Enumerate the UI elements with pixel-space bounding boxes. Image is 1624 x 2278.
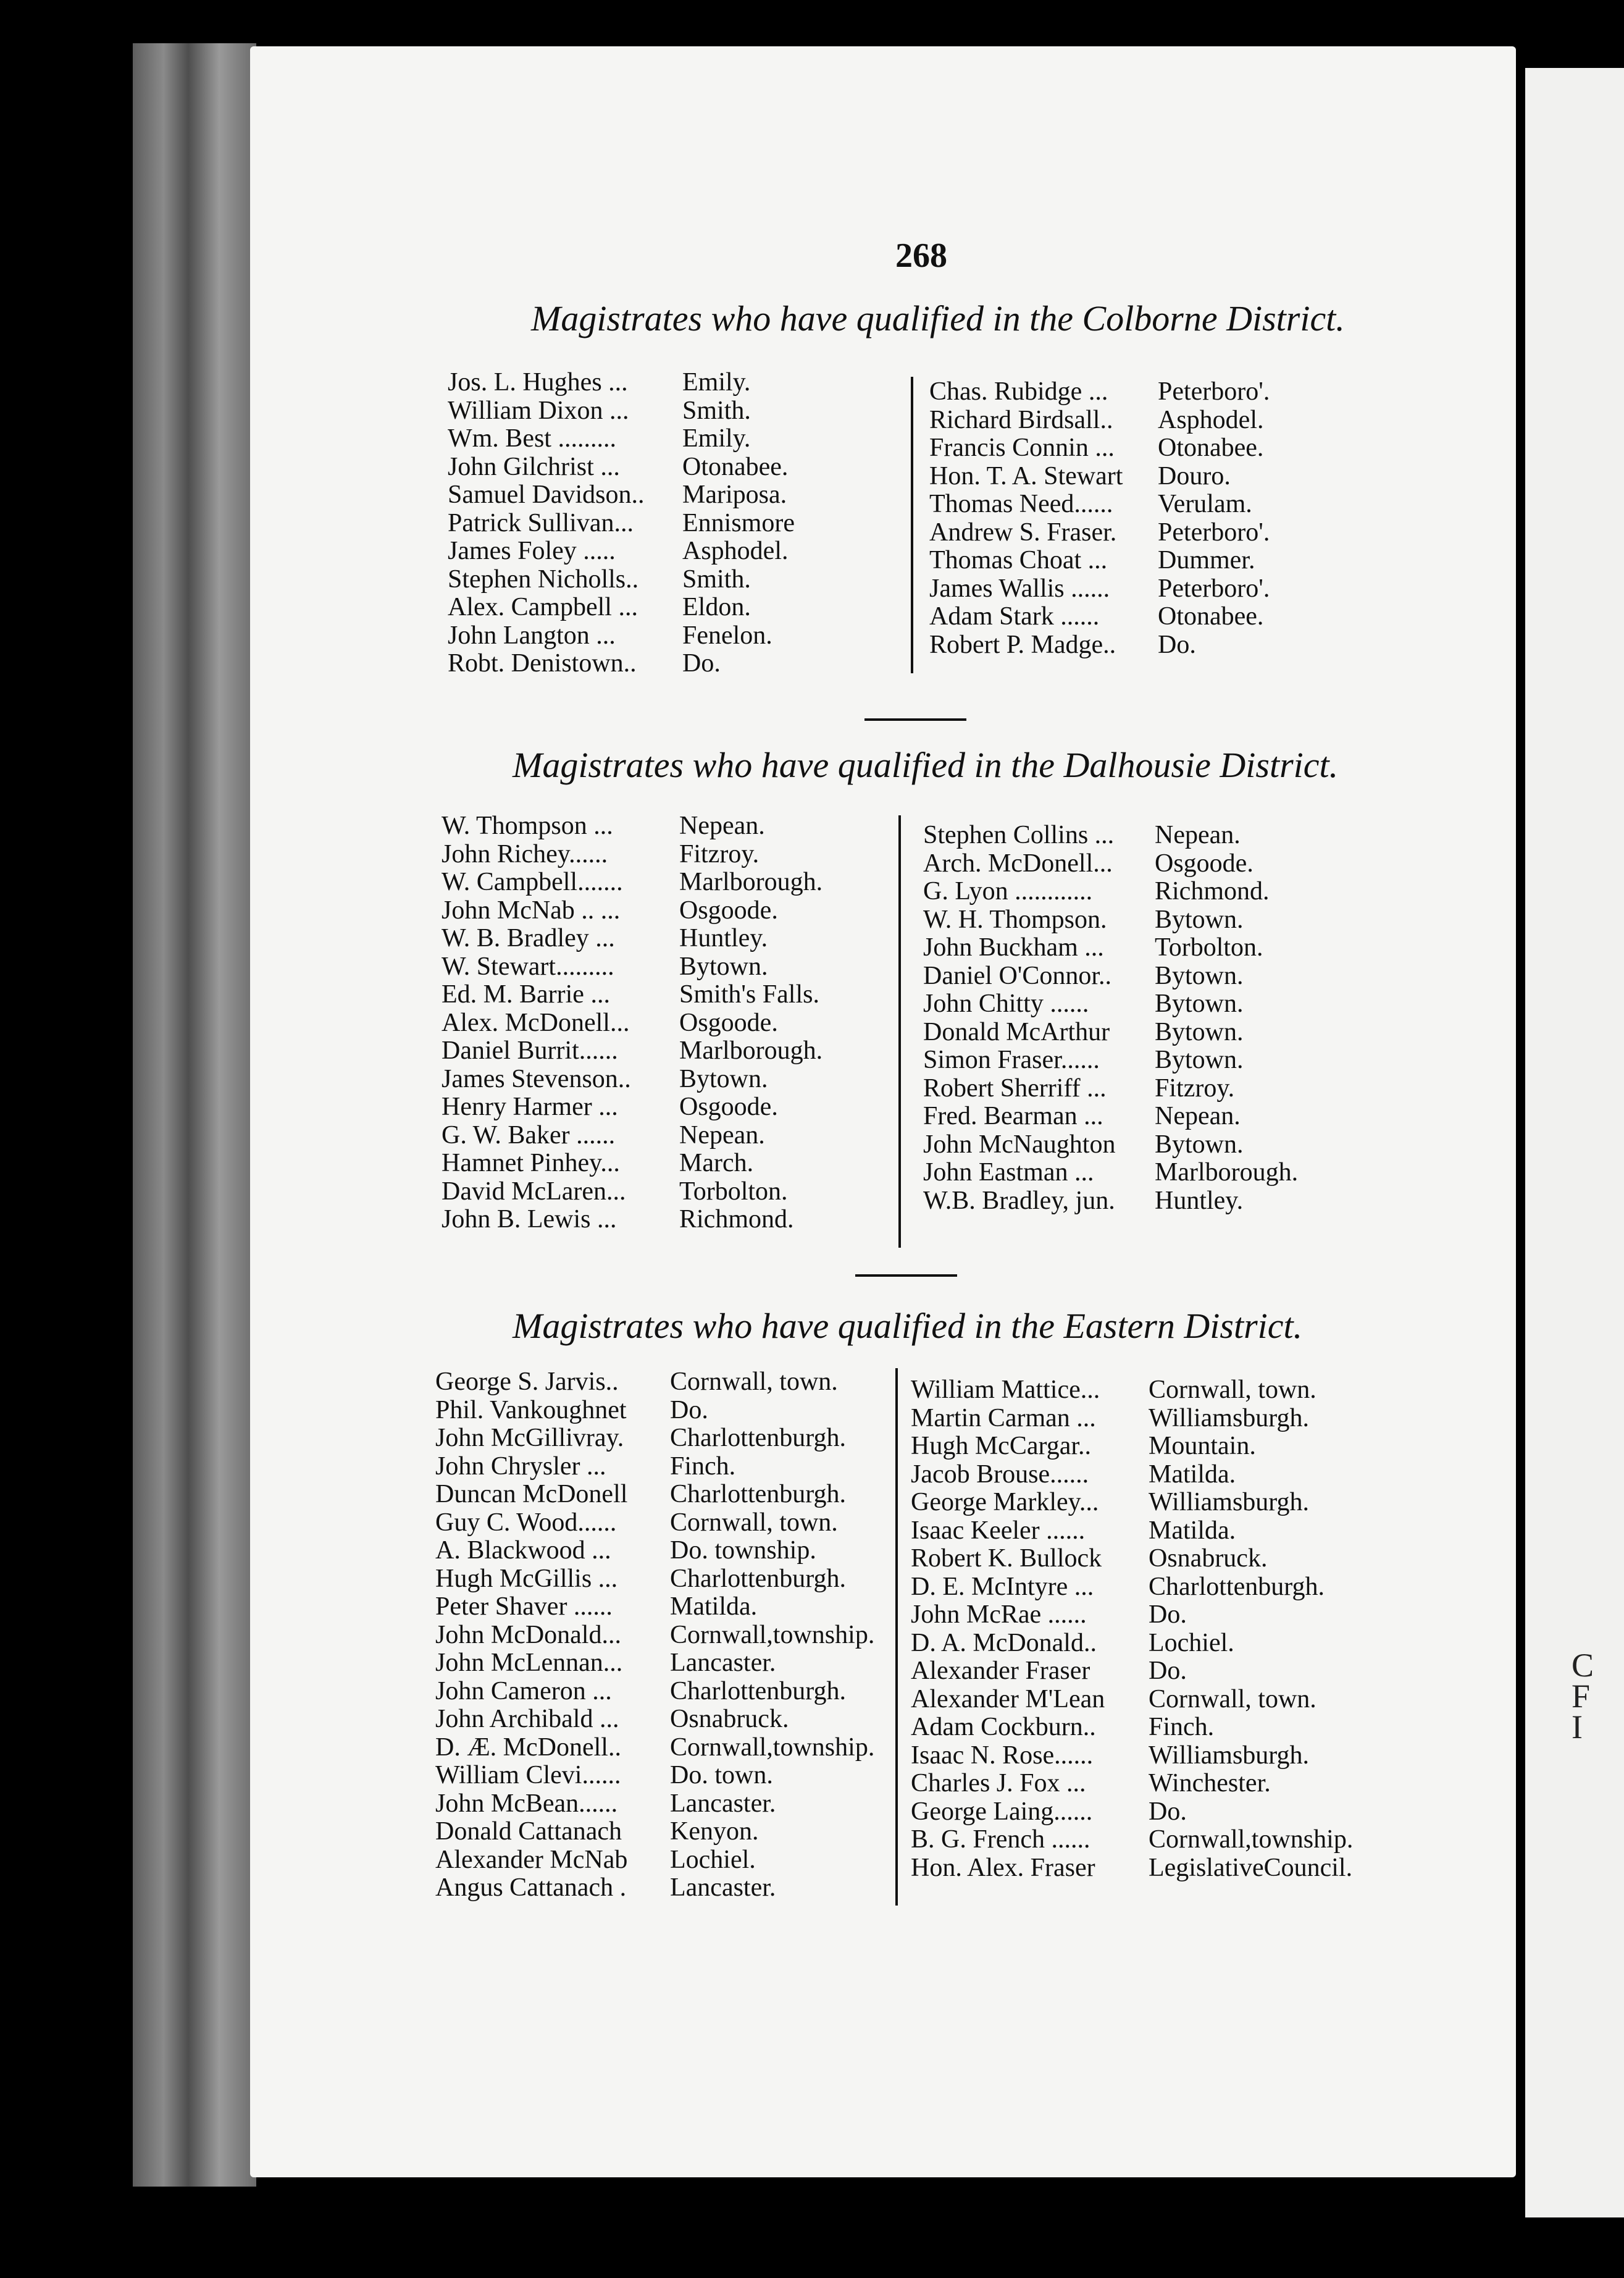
magistrate-entry	[929, 461, 1231, 491]
magistrate-entry	[911, 1544, 1268, 1573]
magistrate-entry	[923, 877, 1270, 906]
magistrate-entry	[435, 1845, 756, 1875]
magistrate-name: Thomas Need......	[929, 490, 1113, 518]
magistrate-place: Cornwall, town.	[670, 1368, 838, 1396]
magistrate-place: Osgoode.	[679, 896, 778, 925]
magistrate-name: Adam Cockburn..	[911, 1713, 1096, 1741]
magistrate-entry	[929, 405, 1264, 435]
magistrate-name: Robt. Denistown..	[448, 649, 637, 678]
magistrate-place: Osgoode.	[1155, 849, 1254, 878]
magistrate-entry	[911, 1713, 1215, 1742]
magistrate-name: W. Thompson ...	[442, 812, 613, 840]
magistrate-place: Finch.	[670, 1452, 736, 1481]
magistrate-entry	[442, 1036, 823, 1065]
magistrate-name: W.B. Bradley, jun.	[923, 1186, 1115, 1215]
magistrate-name: John McGillivray.	[435, 1424, 624, 1452]
magistrate-name: William Mattice...	[911, 1376, 1100, 1404]
magistrate-place: Mountain.	[1149, 1432, 1256, 1460]
magistrate-name: Jacob Brouse......	[911, 1460, 1089, 1489]
magistrate-name: Guy C. Wood......	[435, 1508, 617, 1537]
section-rule	[855, 1274, 957, 1277]
magistrate-place: Emily.	[682, 368, 751, 397]
magistrate-place: Peterboro'.	[1158, 518, 1270, 547]
magistrate-name: George Laing......	[911, 1797, 1093, 1826]
magistrate-entry	[442, 812, 765, 841]
magistrate-place: Emily.	[682, 424, 751, 453]
magistrate-entry	[442, 868, 823, 897]
magistrate-entry	[435, 1761, 773, 1790]
magistrate-name: Daniel O'Connor..	[923, 961, 1112, 990]
magistrate-entry	[929, 377, 1270, 406]
magistrate-place: Verulam.	[1158, 490, 1252, 518]
magistrate-name: John McDonald...	[435, 1620, 621, 1649]
magistrate-place: Asphodel.	[1158, 405, 1264, 434]
page-number: 268	[895, 237, 947, 275]
magistrate-place: Cornwall, town.	[1149, 1376, 1316, 1404]
magistrate-name: George S. Jarvis..	[435, 1368, 619, 1396]
magistrate-entry	[435, 1508, 838, 1537]
magistrate-entry	[442, 1205, 794, 1234]
magistrate-entry	[442, 1120, 765, 1150]
magistrate-name: Robert P. Madge..	[929, 630, 1116, 659]
magistrate-name: Stephen Collins ...	[923, 821, 1115, 849]
magistrate-place: Huntley.	[1155, 1186, 1244, 1215]
magistrate-name: Samuel Davidson..	[448, 481, 645, 509]
magistrate-entry	[435, 1452, 736, 1481]
magistrate-place: Dummer.	[1158, 546, 1255, 574]
magistrate-place: Torbolton.	[1155, 933, 1263, 962]
magistrate-place: Charlottenburgh.	[670, 1676, 847, 1705]
magistrate-name: John McRae ......	[911, 1600, 1087, 1629]
magistrate-entry	[442, 896, 778, 925]
magistrate-entry	[448, 593, 751, 622]
magistrate-place: Cornwall,township.	[1149, 1825, 1354, 1854]
magistrate-entry	[448, 565, 751, 594]
magistrate-entry	[929, 490, 1252, 519]
magistrate-entry	[911, 1432, 1256, 1461]
next-page-letter: C	[1572, 1647, 1594, 1684]
magistrate-place: Finch.	[1149, 1713, 1215, 1741]
magistrate-name: W. Stewart.........	[442, 952, 614, 981]
magistrate-place: Cornwall, town.	[670, 1508, 838, 1537]
magistrate-name: David McLaren...	[442, 1177, 626, 1206]
magistrate-name: Thomas Choat ...	[929, 546, 1108, 574]
magistrate-place: Nepean.	[1155, 1102, 1241, 1130]
magistrate-entry	[911, 1741, 1310, 1770]
magistrate-entry	[911, 1853, 1353, 1883]
magistrate-place: Cornwall,township.	[670, 1733, 875, 1762]
magistrate-entry	[929, 602, 1264, 631]
section-colborne-left-column	[448, 368, 795, 678]
magistrate-entry	[929, 518, 1270, 547]
magistrate-entry	[435, 1536, 816, 1565]
magistrate-entry	[435, 1564, 847, 1594]
magistrate-place: Bytown.	[1155, 905, 1244, 934]
magistrate-name: Hugh McCargar..	[911, 1432, 1092, 1460]
magistrate-name: Charles J. Fox ...	[911, 1769, 1086, 1797]
magistrate-place: Bytown.	[679, 1064, 768, 1093]
magistrate-entry	[923, 1186, 1244, 1216]
magistrate-entry	[911, 1825, 1354, 1854]
magistrate-name: Peter Shaver ......	[435, 1592, 613, 1621]
magistrate-place: Williamsburgh.	[1149, 1403, 1310, 1432]
magistrate-entry	[911, 1572, 1325, 1602]
magistrate-place: Nepean.	[1155, 821, 1241, 849]
magistrate-entry	[442, 980, 819, 1009]
magistrate-place: Matilda.	[1149, 1516, 1236, 1545]
column-divider	[898, 815, 901, 1248]
magistrate-name: John Langton ...	[448, 621, 616, 650]
magistrate-name: Chas. Rubidge ...	[929, 377, 1108, 406]
magistrate-entry	[911, 1600, 1187, 1629]
magistrate-name: James Wallis ......	[929, 574, 1110, 603]
magistrate-place: Matilda.	[670, 1592, 758, 1621]
magistrate-name: William Clevi......	[435, 1761, 621, 1789]
magistrate-name: Alexander M'Lean	[911, 1684, 1105, 1713]
magistrate-entry	[911, 1460, 1236, 1489]
magistrate-name: John Buckham ...	[923, 933, 1104, 962]
magistrate-name: Fred. Bearman ...	[923, 1102, 1103, 1130]
magistrate-place: Matilda.	[1149, 1460, 1236, 1489]
magistrate-name: Hamnet Pinhey...	[442, 1149, 620, 1177]
magistrate-entry	[435, 1424, 847, 1453]
magistrate-name: John Eastman ...	[923, 1158, 1094, 1187]
magistrate-entry	[442, 1149, 754, 1178]
magistrate-entry	[923, 933, 1263, 962]
magistrate-name: Adam Stark ......	[929, 602, 1100, 631]
magistrate-name: John Cameron ...	[435, 1676, 612, 1705]
magistrate-place: Lancaster.	[670, 1873, 776, 1902]
magistrate-place: Otonabee.	[1158, 434, 1264, 462]
section-eastern-left-column	[435, 1368, 875, 1902]
magistrate-entry	[435, 1705, 789, 1734]
magistrate-place: Marlborough.	[679, 1036, 823, 1065]
magistrate-name: Ed. M. Barrie ...	[442, 980, 610, 1009]
magistrate-name: John Archibald ...	[435, 1705, 619, 1733]
magistrate-name: Wm. Best .........	[448, 424, 616, 453]
magistrate-name: Donald McArthur	[923, 1017, 1110, 1046]
magistrate-entry	[435, 1817, 759, 1846]
magistrate-place: Do. town.	[670, 1761, 773, 1789]
magistrate-entry	[442, 1064, 768, 1094]
magistrate-entry	[911, 1628, 1234, 1658]
magistrate-entry	[442, 1008, 778, 1038]
magistrate-entry	[442, 952, 768, 981]
magistrate-place: Mariposa.	[682, 481, 787, 509]
magistrate-entry	[923, 1017, 1244, 1047]
magistrate-name: James Foley .....	[448, 537, 616, 565]
magistrate-name: John McNaughton	[923, 1130, 1116, 1159]
magistrate-entry	[929, 434, 1264, 463]
magistrate-place: Otonabee.	[682, 452, 789, 481]
magistrate-entry	[923, 990, 1244, 1019]
magistrate-entry	[923, 821, 1241, 850]
magistrate-name: Andrew S. Fraser.	[929, 518, 1117, 547]
magistrate-place: Do.	[1149, 1797, 1187, 1826]
magistrate-name: Daniel Burrit......	[442, 1036, 618, 1065]
magistrate-place: Osgoode.	[679, 1008, 778, 1037]
magistrate-name: Alexander McNab	[435, 1845, 628, 1874]
magistrate-name: John McNab .. ...	[442, 896, 621, 925]
section-dalhousie-left-column	[442, 812, 823, 1234]
magistrate-entry	[442, 924, 768, 953]
magistrate-name: Francis Connin ...	[929, 434, 1115, 462]
magistrate-place: Asphodel.	[682, 537, 789, 565]
magistrate-name: Jos. L. Hughes ...	[448, 368, 628, 397]
magistrate-name: Hugh McGillis ...	[435, 1564, 618, 1593]
magistrate-place: Lancaster.	[670, 1649, 776, 1677]
magistrate-place: LegislativeCouncil.	[1149, 1853, 1353, 1882]
magistrate-name: D. A. McDonald..	[911, 1628, 1097, 1657]
magistrate-place: Lancaster.	[670, 1789, 776, 1818]
magistrate-entry	[435, 1592, 758, 1621]
next-page-edge	[1525, 68, 1624, 2217]
magistrate-entry	[448, 396, 751, 426]
magistrate-entry	[435, 1789, 776, 1818]
section-title-eastern: Magistrates who have qualified in the Eastern District.	[513, 1306, 1303, 1346]
magistrate-name: John Chitty ......	[923, 990, 1089, 1018]
magistrate-name: John Richey......	[442, 839, 608, 868]
magistrate-place: Charlottenburgh.	[670, 1480, 847, 1508]
section-dalhousie-right-column	[923, 821, 1299, 1215]
magistrate-entry	[923, 1046, 1244, 1075]
magistrate-name: George Markley...	[911, 1488, 1099, 1516]
magistrate-place: Kenyon.	[670, 1817, 759, 1846]
magistrate-entry	[929, 546, 1255, 575]
magistrate-entry	[923, 961, 1244, 991]
magistrate-place: Charlottenburgh.	[670, 1564, 847, 1593]
section-rule	[864, 718, 966, 721]
magistrate-place: Douro.	[1158, 461, 1231, 490]
magistrate-place: Do.	[1149, 1657, 1187, 1685]
magistrate-place: Lochiel.	[670, 1845, 756, 1874]
magistrate-entry	[448, 368, 751, 397]
magistrate-name: W. B. Bradley ...	[442, 924, 615, 952]
magistrate-entry	[442, 1093, 778, 1122]
magistrate-place: Bytown.	[1155, 990, 1244, 1018]
magistrate-place: Cornwall,township.	[670, 1620, 875, 1649]
book-spine	[133, 43, 256, 2187]
magistrate-place: Fitzroy.	[679, 839, 760, 868]
magistrate-place: Cornwall, town.	[1149, 1684, 1316, 1713]
magistrate-entry	[448, 508, 795, 538]
magistrate-name: B. G. French ......	[911, 1825, 1090, 1854]
magistrate-entry	[923, 1158, 1299, 1187]
magistrate-name: D. E. McIntyre ...	[911, 1572, 1094, 1601]
magistrate-place: Fitzroy.	[1155, 1074, 1235, 1103]
magistrate-name: Alex. McDonell...	[442, 1008, 630, 1037]
magistrate-place: Smith's Falls.	[679, 980, 819, 1009]
magistrate-place: Otonabee.	[1158, 602, 1264, 631]
magistrate-name: Alex. Campbell ...	[448, 593, 638, 621]
magistrate-place: Do.	[682, 649, 721, 678]
magistrate-entry	[448, 537, 789, 566]
magistrate-entry	[911, 1376, 1316, 1405]
magistrate-name: Martin Carman ...	[911, 1403, 1096, 1432]
magistrate-name: John Chrysler ...	[435, 1452, 606, 1481]
magistrate-place: March.	[679, 1149, 754, 1177]
magistrate-name: Hon. T. A. Stewart	[929, 461, 1123, 490]
magistrate-entry	[435, 1676, 847, 1706]
magistrate-entry	[435, 1649, 776, 1678]
magistrate-place: Do.	[1158, 630, 1196, 659]
magistrate-place: Marlborough.	[1155, 1158, 1299, 1187]
magistrate-name: Stephen Nicholls..	[448, 565, 639, 594]
magistrate-place: Ennismore	[682, 508, 795, 537]
magistrate-place: Bytown.	[1155, 1017, 1244, 1046]
magistrate-entry	[929, 574, 1270, 603]
column-divider	[911, 377, 913, 673]
section-title-dalhousie: Magistrates who have qualified in the Dalhousie District.	[513, 745, 1339, 785]
magistrate-place: Bytown.	[1155, 961, 1244, 990]
magistrate-place: Marlborough.	[679, 868, 823, 896]
magistrate-place: Charlottenburgh.	[670, 1424, 847, 1452]
magistrate-name: Duncan McDonell	[435, 1480, 628, 1508]
section-eastern-right-column	[911, 1376, 1354, 1882]
magistrate-place: Fenelon.	[682, 621, 772, 650]
magistrate-entry	[923, 1102, 1241, 1131]
magistrate-name: John Gilchrist ...	[448, 452, 620, 481]
magistrate-entry	[435, 1368, 838, 1397]
magistrate-place: Do.	[1149, 1600, 1187, 1629]
magistrate-name: Simon Fraser......	[923, 1046, 1100, 1074]
magistrate-name: A. Blackwood ...	[435, 1536, 611, 1565]
magistrate-entry	[448, 424, 751, 453]
magistrate-place: Bytown.	[1155, 1130, 1244, 1159]
magistrate-entry	[911, 1797, 1187, 1826]
magistrate-entry	[923, 1074, 1235, 1103]
magistrate-name: Alexander Fraser	[911, 1657, 1090, 1685]
magistrate-name: Robert K. Bullock	[911, 1544, 1102, 1573]
magistrate-entry	[911, 1403, 1310, 1433]
magistrate-entry	[448, 452, 789, 482]
magistrate-name: W. H. Thompson.	[923, 905, 1107, 934]
magistrate-entry	[442, 839, 760, 869]
magistrate-place: Nepean.	[679, 1120, 765, 1150]
magistrate-name: John McBean......	[435, 1789, 618, 1818]
magistrate-place: Williamsburgh.	[1149, 1741, 1310, 1770]
magistrate-entry	[435, 1395, 708, 1425]
magistrate-name: Isaac N. Rose......	[911, 1741, 1094, 1770]
magistrate-entry	[923, 849, 1254, 878]
magistrate-name: Robert Sherriff ...	[923, 1074, 1107, 1103]
magistrate-name: Donald Cattanach	[435, 1817, 622, 1846]
magistrate-place: Lochiel.	[1149, 1628, 1234, 1657]
magistrate-place: Osnabruck.	[670, 1705, 789, 1733]
magistrate-name: Hon. Alex. Fraser	[911, 1853, 1095, 1882]
magistrate-place: Peterboro'.	[1158, 574, 1270, 603]
magistrate-entry	[442, 1177, 788, 1206]
magistrate-place: Charlottenburgh.	[1149, 1572, 1325, 1601]
magistrate-name: Isaac Keeler ......	[911, 1516, 1086, 1545]
magistrate-place: Do.	[670, 1395, 708, 1424]
magistrate-entry	[911, 1657, 1187, 1686]
magistrate-name: G. Lyon ............	[923, 877, 1093, 906]
magistrate-entry	[435, 1733, 875, 1762]
magistrate-entry	[448, 481, 787, 510]
magistrate-name: Richard Birdsall..	[929, 405, 1113, 434]
magistrate-entry	[435, 1873, 776, 1902]
magistrate-place: Huntley.	[679, 924, 768, 952]
magistrate-place: Torbolton.	[679, 1177, 788, 1206]
magistrate-entry	[911, 1684, 1316, 1714]
magistrate-name: John McLennan...	[435, 1649, 623, 1677]
magistrate-name: James Stevenson..	[442, 1064, 631, 1093]
magistrate-place: Nepean.	[679, 812, 765, 840]
magistrate-entry	[448, 649, 721, 678]
magistrate-place: Do. township.	[670, 1536, 816, 1565]
magistrate-entry	[911, 1516, 1236, 1545]
magistrate-place: Smith.	[682, 396, 751, 425]
next-page-letter: F	[1572, 1678, 1591, 1715]
magistrate-name: Phil. Vankoughnet	[435, 1395, 627, 1424]
magistrate-place: Bytown.	[1155, 1046, 1244, 1074]
magistrate-name: Henry Harmer ...	[442, 1093, 618, 1121]
section-colborne-right-column	[929, 377, 1270, 659]
magistrate-name: W. Campbell.......	[442, 868, 623, 896]
magistrate-entry	[435, 1480, 847, 1509]
magistrate-entry	[448, 621, 772, 650]
magistrate-entry	[911, 1769, 1271, 1798]
magistrate-name: D. Æ. McDonell..	[435, 1733, 621, 1762]
magistrate-entry	[911, 1488, 1310, 1517]
magistrate-name: Patrick Sullivan...	[448, 508, 634, 537]
magistrate-entry	[435, 1620, 875, 1650]
magistrate-entry	[923, 1130, 1244, 1159]
column-divider	[895, 1368, 898, 1906]
section-title-colborne: Magistrates who have qualified in the Colborne District.	[531, 298, 1345, 338]
magistrate-place: Smith.	[682, 565, 751, 594]
magistrate-place: Peterboro'.	[1158, 377, 1270, 406]
magistrate-place: Richmond.	[1155, 877, 1270, 906]
magistrate-name: William Dixon ...	[448, 396, 629, 425]
magistrate-place: Bytown.	[679, 952, 768, 981]
magistrate-place: Osnabruck.	[1149, 1544, 1268, 1573]
next-page-letter: I	[1572, 1708, 1583, 1746]
magistrate-place: Winchester.	[1149, 1769, 1271, 1797]
magistrate-place: Eldon.	[682, 593, 751, 621]
magistrate-name: John B. Lewis ...	[442, 1205, 617, 1234]
magistrate-name: G. W. Baker ......	[442, 1120, 616, 1150]
magistrate-place: Williamsburgh.	[1149, 1488, 1310, 1516]
magistrate-place: Osgoode.	[679, 1093, 778, 1121]
magistrate-place: Richmond.	[679, 1205, 794, 1234]
magistrate-entry	[923, 905, 1244, 935]
magistrate-entry	[929, 630, 1196, 660]
magistrate-name: Angus Cattanach .	[435, 1873, 627, 1902]
magistrate-name: Arch. McDonell...	[923, 849, 1113, 878]
